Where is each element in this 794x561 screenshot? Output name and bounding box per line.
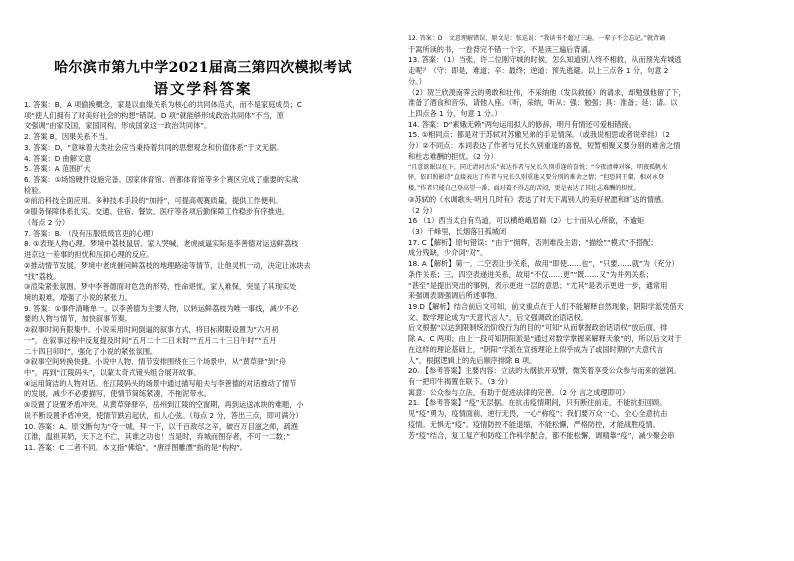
answer-line: 文、数学理论成为“天意代言人”，后文强调政治语话权。 xyxy=(408,312,588,322)
document-title: 哈尔滨市第九中学2021届高三第四次模拟考试 xyxy=(54,60,352,76)
answer-line: 6. 答案：①场馆硬件设施完备。国家体育馆、首都体育馆等多个赛区完成了重要的实战 xyxy=(24,175,299,185)
answer-line: 芳“疫”结合，复工复产和防疫工作科学配合，都不能松懈，调精靠“疫”，减少聚会串 xyxy=(408,430,675,440)
answer-line: 4. 答案：D 曲解文意 xyxy=(24,153,92,163)
answer-line: 10. 答案：A。原文断句为“夺一城，拜一下，以千百敌尽之辛，破百万目滋之师，疏渔 xyxy=(24,421,298,431)
answer-line: “且意欲眠以在下，同迁清河古乐”表达作者与兄长久别重逢的喜悦；“今夜清尊对客，明夜孤帆水 xyxy=(408,163,668,171)
answer-line: 江淮，温袒其奶，天下之不亡，其谁之功也！当是时，弃城而图存者，不可一二数；” xyxy=(24,432,291,442)
answer-line: 7. 答案：B. （没有压服低级官吏的心理） xyxy=(24,228,158,238)
answer-line: 见“疫”勇为，疫情面前，逆行无畏，一心“称疫”；我们要万众一心、全心全意抗击 xyxy=(408,409,668,419)
answer-line: 说不断设置矛盾冲突，使情节跌宕起伏，扣人心弦。（每点 2 分，答出三点，即可满分） xyxy=(24,410,303,420)
answer-line: ③叙事空间转换快捷。小说中人物、情节安排围绕在三个场景中，从“黄草驿”到“舟 xyxy=(24,357,286,367)
answer-line: “甚至”是提出突出的事例，表示更进一层的意思；“尤其”是表示更进一步，通常用 xyxy=(408,280,668,290)
answer-line: 项“使人们拥有了对美好社会的构想”错误。D 项“就能够形成政治共同体”不当，原 xyxy=(24,110,284,120)
answer-line: 检验。 xyxy=(24,185,46,195)
answer-line: 18. A【解析】第一，二空表让步关系，故用“即使……也”，“只要……就”为（充分） xyxy=(408,259,679,269)
answer-line: 除 A、C 两项；由上一段可知阴阳派是“通过对数学掌握来解释天象”的，所以后文对于 xyxy=(408,334,682,344)
answer-line: 成分残缺，少介词“对”。 xyxy=(408,248,488,258)
answer-line: （每点 2 分） xyxy=(24,217,70,227)
answer-line: 条件关系；三，四空表递进关系，故用“不仅……更”“既……又”为并列关系； xyxy=(408,269,653,279)
answer-line: 人”，根据逻辑上的先后顺序排除 B 项。 xyxy=(408,355,537,365)
answer-line: 2. 答案 B，因果关系不当。 xyxy=(24,132,113,142)
answer-line: 3. 答案：D，“意味着大类社会应当秉持着共同的思想观念和价值体系”于文无据。 xyxy=(24,142,284,152)
answer-line: 上四点各 1 分，句意 1 分。） xyxy=(408,109,502,119)
answer-line: 准备了酒食和音乐，请他入座。（听，采纳，听从；强：勉强；具：准备；延：请。以 xyxy=(408,98,678,108)
answer-line: 一”，在叙事过程中反复提及时间“五月二十二日未时”“五月二十三日午时”“五月 xyxy=(24,335,277,345)
answer-line: 14. 答案：D“素娥无赖”两句运用拟人的修辞，明月有情还可爱相错接。 xyxy=(408,119,636,129)
answer-line: 21. 【参考答案】“疫”无层据。在抗击疫情期间，只有断往前走，不能抗拒回顾。 xyxy=(408,398,667,408)
answer-line: 境的艰难，增强了小说的紧张力。 xyxy=(24,292,132,302)
answer-line: ②前沿科技全面应用。多种技术手段的“加持”，可提高观赛质量，提供工作便利。 xyxy=(24,196,283,206)
right-answer-lines xyxy=(408,34,786,441)
answer-line: 在这样的理论基础上，“阴阳”学派在宣扬理论上似乎成为了或国时期的“天意代言 xyxy=(408,344,664,354)
answer-line: 于嵩所读的书，一卷背完不错一个字，不是读三遍后背诵。 xyxy=(408,44,595,54)
answer-line: ②叙事时间有限集中。小说采用时间倒逼的叙事方式，将目标期限设置为“六月初 xyxy=(24,325,279,335)
answer-line: ③服务保障体系扎实。交通、住宿、餐饮、医疗等各项后勤保障工作稳步有序推进。 xyxy=(24,207,290,217)
answer-line: 1. 答案：B，A 项偷换概念，家是以血缘关系为核心的共同体范式，而不是家庭成员；C xyxy=(24,100,302,109)
answer-line: 有一把印牛揭置在联下。（3 分） xyxy=(408,377,512,386)
answer-line: （2 分） xyxy=(408,205,437,215)
answer-line: 来强调表调强调后所述事物。 xyxy=(408,291,502,301)
answer-line: （3）千峰里，长烟落日孤城闭 xyxy=(408,226,507,236)
answer-line: 后文根据“以达到限制统治阶级行为的目的”可知“从而掌握政治话语权”放后面，排 xyxy=(408,323,668,333)
answer-line: 疫情。无惧无“疫”。疫情防控不能退缩，不能松懈，严格防控，才能战胜疫情。 xyxy=(408,419,660,429)
answer-line: ②推动情节发展。梦境中老虎催问鲜荔枝的地理路途等情节，让他灵机一动，决定让冰块去 xyxy=(24,260,311,270)
right-column xyxy=(397,0,794,561)
answer-line: 5. 答案：A 范围扩大 xyxy=(24,164,91,174)
answer-line: 15. ①相同点：都是对于苏轼对苏辙兄弟的手足情深。（或我说相思或者说牵挂）（2 xyxy=(408,130,670,140)
answer-line: 中”，再到“江陵码头”，以蒙太奇式镜头组合展开故事。 xyxy=(24,367,201,377)
answer-line: ③渲染紧张氛围。梦中李善德面对危急的形势，性命堪忧，家人难保，突显了其现实处 xyxy=(24,282,297,292)
answer-line: 13. 答案：（1）当张、许二位刚守城的时候，怎么知道别人终不相救，从而预先弃城逃 xyxy=(408,55,682,65)
answer-line: ④运用简洁的人物对话。在江陵码头的场景中通过描写船夫与李善德的对话推动了情节 xyxy=(24,378,297,388)
answer-line: 寓意：公众参与立法，有助于促进法律的完善。（2 分 言之成理即可） xyxy=(408,387,630,397)
answer-line: 的发展，减少不必要描写，使情节简练紧凑，不拖泥带水。 xyxy=(24,389,211,399)
answer-line: 12. 答案：D 文意理解错误，原文是：张巡说：“我读书不超过三遍，一辈子不会忘记。”就背诵 xyxy=(408,35,666,42)
answer-line: 11. 答案：C 二者不同。本文指“佛焰”，“唐浮图雕漂”指的是“构构”。 xyxy=(24,443,248,452)
answer-line: 分。） xyxy=(408,76,426,86)
answer-line: 文强调“由家及国，家国同构，形成国家这一政治共同体”。 xyxy=(24,121,212,131)
answer-line: 8. ①表现人物心理。梦境中荔枝鼠居、家人哭喊、老虎威逼实际是李善德对运送鲜荔枝 xyxy=(24,239,299,249)
left-answer-lines xyxy=(24,100,390,454)
answer-line: 17. C【解析】原句错误：“由于”拥辉，否则难没主语；“描绘”“模式”不搭配； xyxy=(408,237,658,247)
answer-line: 走呢？（守：即是，难道；辛：最终；逆道：预先逃避。以上三点各 1 分，句意 2 xyxy=(408,66,669,76)
document-subtitle: 语文学科答案 xyxy=(153,81,253,98)
answer-line: 楼。”作者只能自己登高望一番，面对着不得志的苦闷，更是表达了其壮志难酬的担忧。 xyxy=(408,185,640,193)
answer-line: 19.D【解析】结合前后文可知，前文重点在于人们不能解释自然现象，阴阳学派凭借天 xyxy=(408,301,684,311)
answer-line: 16 （1）西当太白有鸟道，可以横绝峨眉巅（2）七十而从心所欲，不逾矩 xyxy=(408,216,645,226)
answer-line: “找”荔枝。 xyxy=(24,271,61,281)
answer-line: 20. 【参考答案】主要内容：立法的大纲依开双臂，微笑着享受公众参与而来的滋润。 xyxy=(408,366,681,376)
answer-line: 进京这一差事的担忧和压抑心理的反应。 xyxy=(24,250,154,260)
answer-line: ③苏轼的《水调歌头·明月几时有》表达了对天下离别人的美好祝愿和旷达的情感。 xyxy=(408,194,669,204)
answer-line: （2）贺兰欣羡南霁云的勇敢和壮伟，不采纳他（发兵救援）的请求，却勉强他留了下， xyxy=(408,87,686,97)
answer-line: ⑤设置了设置矛盾冲突。从黄草驿驿卒，岳州到江陵的空窗期，再到运送冰块的难题，小 xyxy=(24,400,304,410)
answer-line: 9. 答案：①事件清晰单一。以李善德为主要人物，以转运鲜荔枝为唯一事线，减少不必 xyxy=(24,303,299,313)
answer-line: 分）②不同点：本词表达了作者与兄长久别重逢的喜悦，短暂相聚又要分别的难舍之情 xyxy=(408,141,681,151)
answer-line: 和杜志难酬的担忧。（2 分） xyxy=(408,151,498,161)
answer-line: 二十四日卯时”，强化了小说的紧张氛围。 xyxy=(24,346,158,356)
answer-line: 要的人物与情节，加快叙事节奏。 xyxy=(24,314,132,324)
answer-line: 驿，依旧照影诗”直接表达了作者与兄长久别重逢又要分别的难舍之情；“但恐同王粲，相对永登 xyxy=(408,174,665,182)
